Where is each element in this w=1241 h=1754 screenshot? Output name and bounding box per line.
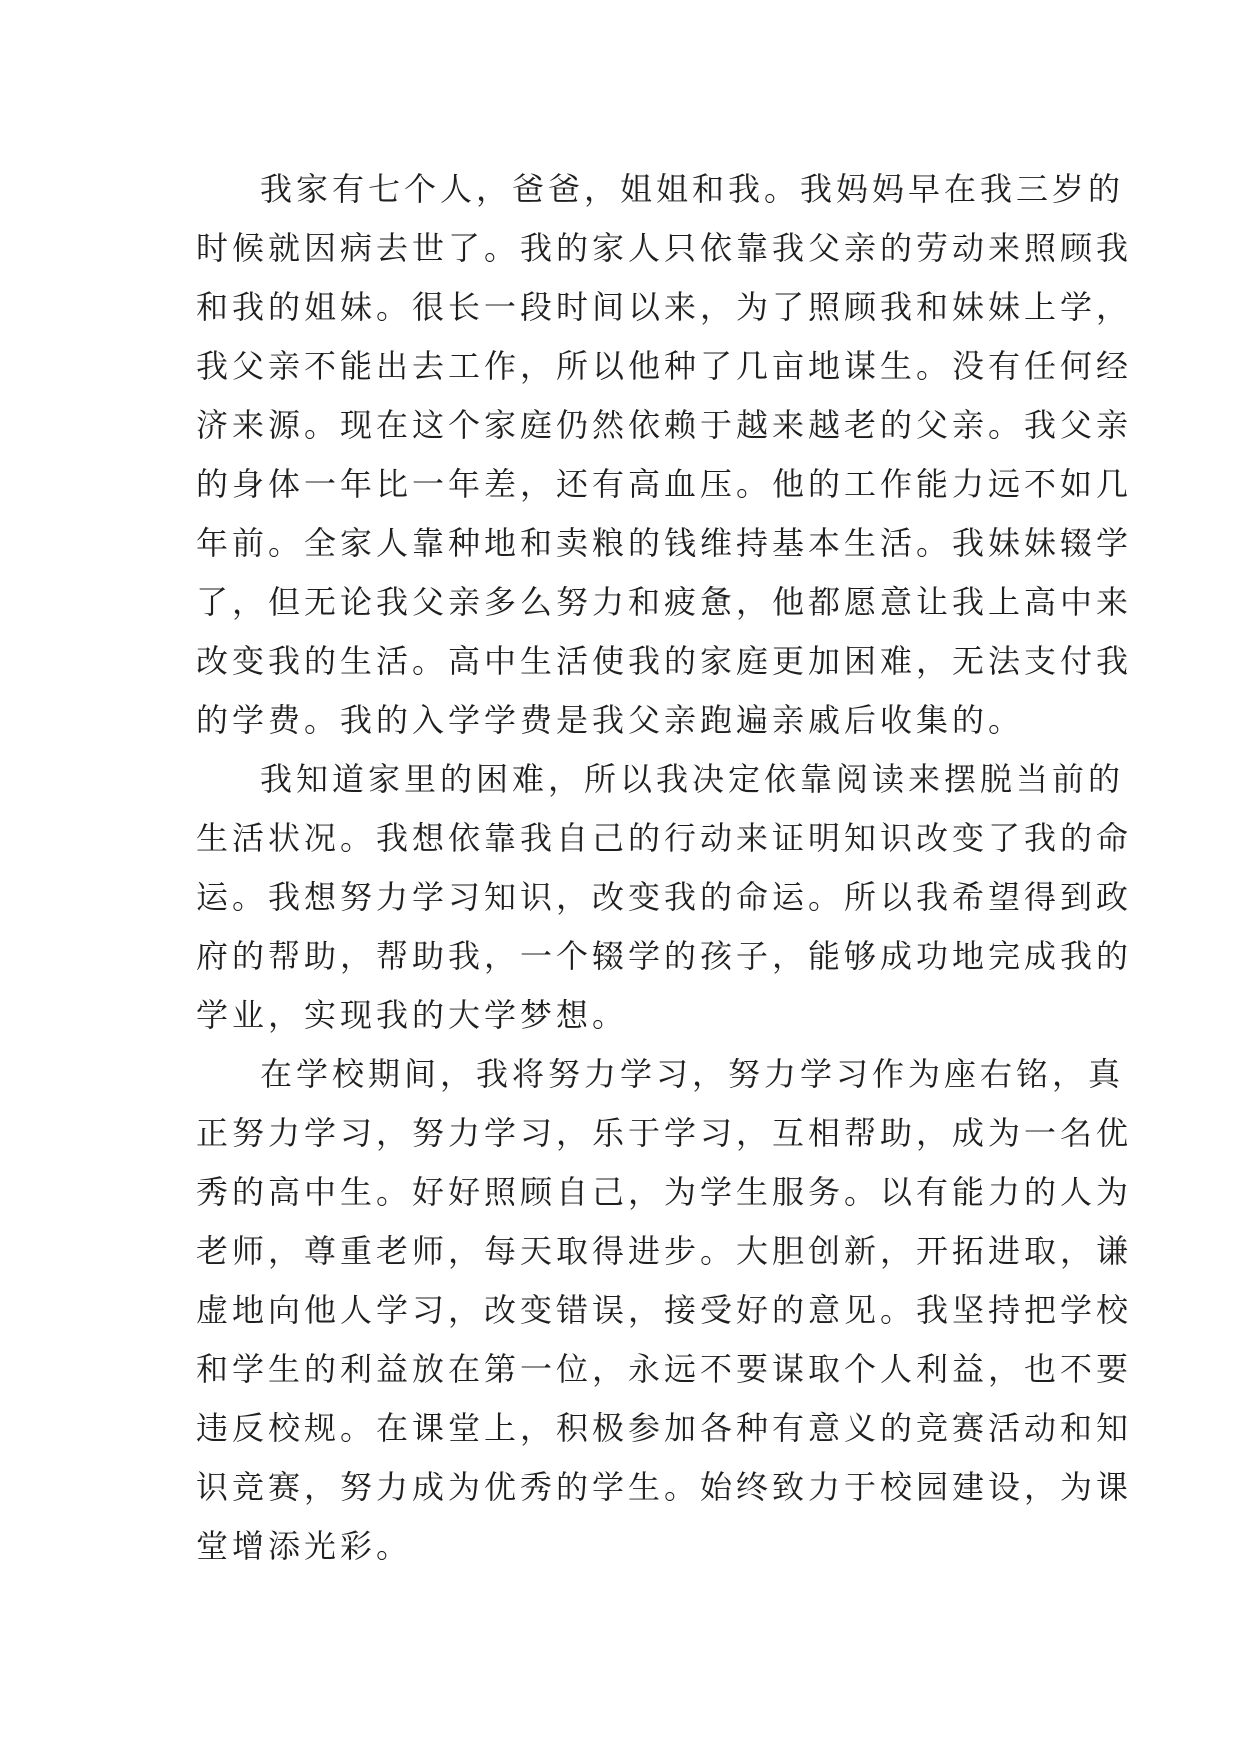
text-line: 识竞赛，努力成为优秀的学生。始终致力于校园建设，为课 bbox=[196, 1468, 1133, 1506]
text-line: 我父亲不能出去工作，所以他种了几亩地谋生。没有任何经 bbox=[196, 347, 1133, 385]
document-body bbox=[196, 160, 1133, 1576]
text-line: 堂增添光彩。 bbox=[196, 1527, 413, 1565]
text-line: 违反校规。在课堂上，积极参加各种有意义的竞赛活动和知 bbox=[196, 1409, 1133, 1447]
text-line: 和学生的利益放在第一位，永远不要谋取个人利益，也不要 bbox=[196, 1350, 1133, 1388]
text-line: 改变我的生活。高中生活使我的家庭更加困难，无法支付我 bbox=[196, 642, 1133, 680]
text-line: 老师，尊重老师，每天取得进步。大胆创新，开拓进取，谦 bbox=[196, 1232, 1133, 1270]
text-line: 生活状况。我想依靠我自己的行动来证明知识改变了我的命 bbox=[196, 819, 1133, 857]
text-line: 年前。全家人靠种地和卖粮的钱维持基本生活。我妹妹辍学 bbox=[196, 524, 1133, 562]
text-line: 我知道家里的困难，所以我决定依靠阅读来摆脱当前的 bbox=[260, 760, 1125, 798]
text-line: 的学费。我的入学学费是我父亲跑遍亲戚后收集的。 bbox=[196, 701, 1025, 739]
text-line: 学业，实现我的大学梦想。 bbox=[196, 996, 629, 1034]
paragraph-school-commitment bbox=[196, 1045, 1133, 1576]
text-line: 我家有七个人，爸爸，姐姐和我。我妈妈早在我三岁的 bbox=[260, 170, 1125, 208]
text-line: 时候就因病去世了。我的家人只依靠我父亲的劳动来照顾我 bbox=[196, 229, 1133, 267]
text-line: 正努力学习，努力学习，乐于学习，互相帮助，成为一名优 bbox=[196, 1114, 1133, 1152]
text-line: 秀的高中生。好好照顾自己，为学生服务。以有能力的人为 bbox=[196, 1173, 1133, 1211]
text-line: 和我的姐妹。很长一段时间以来，为了照顾我和妹妹上学， bbox=[196, 288, 1133, 326]
text-line: 在学校期间，我将努力学习，努力学习作为座右铭，真 bbox=[260, 1055, 1125, 1093]
paragraph-study-goal bbox=[196, 750, 1133, 1045]
text-line: 府的帮助，帮助我，一个辍学的孩子，能够成功地完成我的 bbox=[196, 937, 1133, 975]
text-line: 了，但无论我父亲多么努力和疲惫，他都愿意让我上高中来 bbox=[196, 583, 1133, 621]
text-line: 运。我想努力学习知识，改变我的命运。所以我希望得到政 bbox=[196, 878, 1133, 916]
text-line: 的身体一年比一年差，还有高血压。他的工作能力远不如几 bbox=[196, 465, 1133, 503]
paragraph-family-situation bbox=[196, 160, 1133, 750]
text-line: 虚地向他人学习，改变错误，接受好的意见。我坚持把学校 bbox=[196, 1291, 1133, 1329]
text-line: 济来源。现在这个家庭仍然依赖于越来越老的父亲。我父亲 bbox=[196, 406, 1133, 444]
